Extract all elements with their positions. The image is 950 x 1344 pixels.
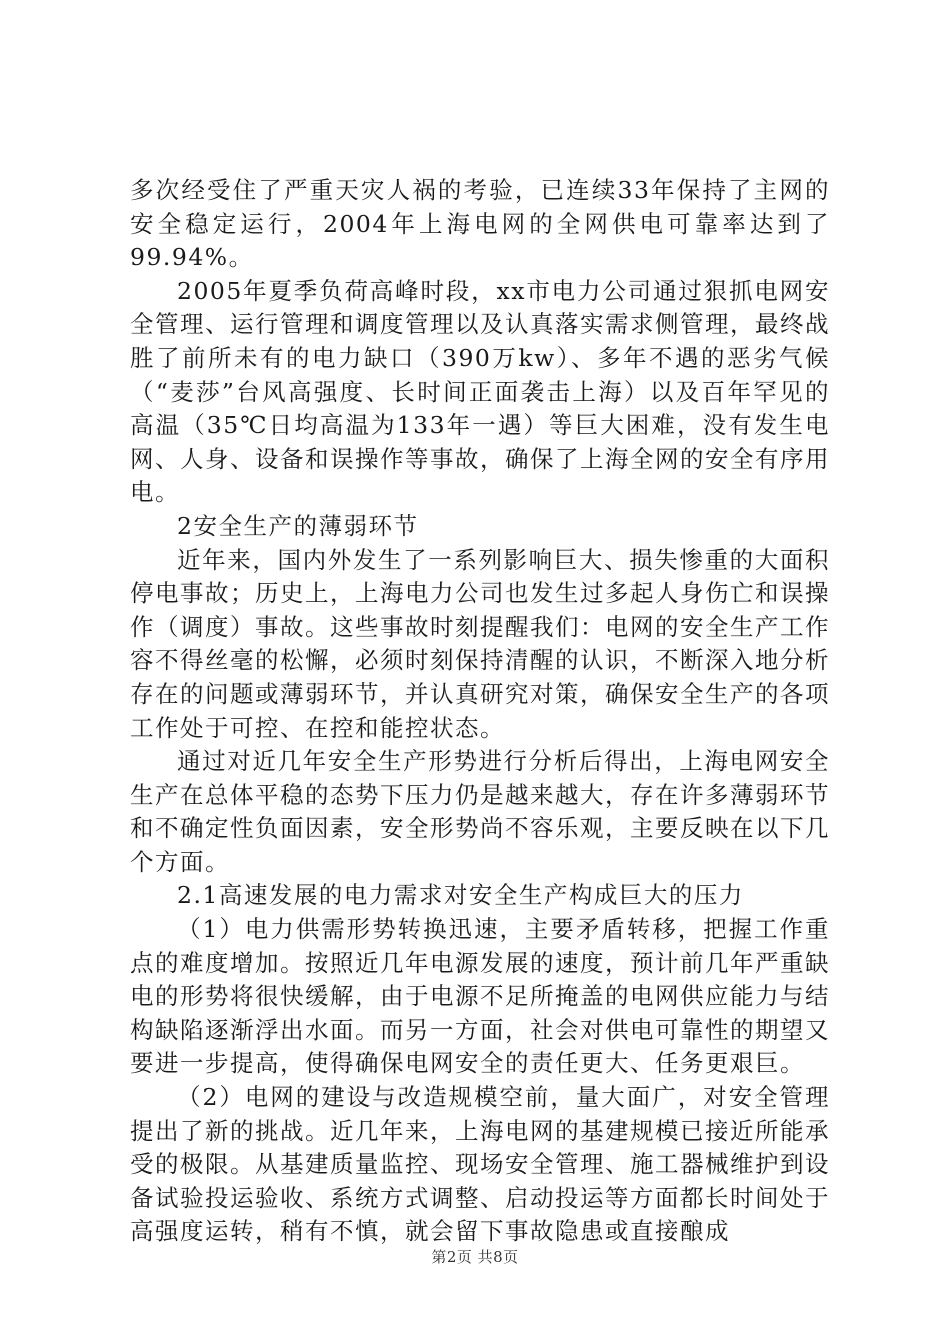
paragraph-blackout-accidents: 近年来，国内外发生了一系列影响巨大、损失惨重的大面积停电事故；历史上，上海电力公司也发生过多起人身伤亡和误操作（调度）事故。这些事故时刻提醒我们：电网的安全生产工作容不得丝毫的松懈，必须时刻保持清醒的认识，不断深入地分析存在的问题或薄弱环节，并认真研究对策，确保安全生产的各项工作处于可控、在控和能控状态。 [130,545,830,742]
paragraph-continuation: 多次经受住了严重天灾人祸的考验，已连续33年保持了主网的安全稳定运行，2004年上海电网的全网供电可靠率达到了99.94%。 [130,176,830,272]
subsection-heading-2-1: 2.1高速发展的电力需求对安全生产构成巨大的压力 [177,881,744,910]
paragraph-item-2: （2）电网的建设与改造规模空前，量大面广，对安全管理提出了新的挑战。近几年来，上海电网的基建规模已接近所能承受的极限。从基建质量监控、现场安全管理、施工器械维护到设备试验投运验收、系统方式调整、启动投运等方面都长时间处于高强度运转，稍有不慎，就会留下事故隐患或直接酿成 [130,1083,830,1246]
page-number-footer: 第2页 共8页 [431,1248,519,1266]
document-body [130,174,830,1249]
paragraph-summer-peak: 2005年夏季负荷高峰时段，xx市电力公司通过狠抓电网安全管理、运行管理和调度管理以及认真落实需求侧管理，最终战胜了前所未有的电力缺口（390万kw）、多年不遇的恶劣气候（“麦莎”台风高强度、长时间正面袭击上海）以及百年罕见的高温（35℃日均高温为133年一遇）等巨大困难，没有发生电网、人身、设备和误操作等事故，确保了上海全网的安全有序用电。 [130,276,830,507]
section-heading-weak-links: 2安全生产的薄弱环节 [177,511,419,540]
paragraph-safety-analysis: 通过对近几年安全生产形势进行分析后得出，上海电网安全生产在总体平稳的态势下压力仍是越来越大，存在许多薄弱环节和不确定性负面因素，安全形势尚不容乐观，主要反映在以下几个方面。 [130,747,830,876]
paragraph-item-1: （1）电力供需形势转换迅速，主要矛盾转移，把握工作重点的难度增加。按照近几年电源发展的速度，预计前几年严重缺电的形势将很快缓解，由于电源不足所掩盖的电网供应能力与结构缺陷逐渐浮出水面。而另一方面，社会对供电可靠性的期望又要进一步提高，使得确保电网安全的责任更大、任务更艰巨。 [130,915,830,1078]
